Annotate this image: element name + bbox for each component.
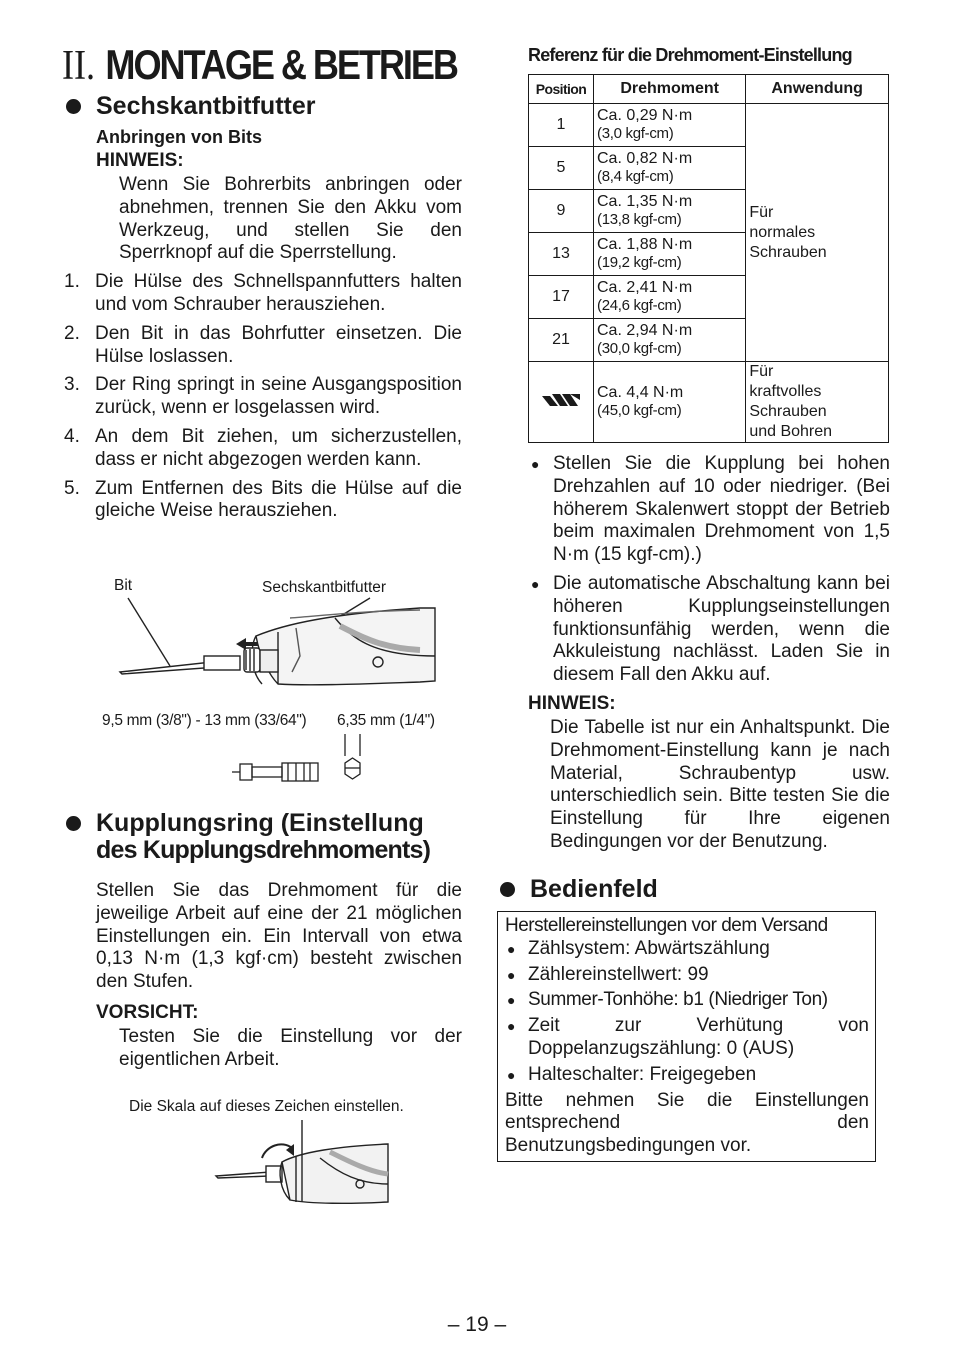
cell-torque: Ca. 0,29 N·m (3,0 kgf-cm) — [594, 104, 746, 147]
step-text: An dem Bit ziehen, um sicherzustellen, dass er nicht abgezogen werden kann. — [95, 425, 462, 470]
bullet-icon: ● — [531, 456, 540, 472]
cell-torque: Ca. 1,35 N·m (13,8 kgf-cm) — [594, 190, 746, 233]
cell-torque: Ca. 0,82 N·m (8,4 kgf-cm) — [594, 147, 746, 190]
cell-application-drill: Für kraftvolles Schrauben und Bohren — [746, 362, 889, 443]
list-item — [505, 964, 869, 987]
bullet-icon: ● — [507, 940, 516, 957]
list-item — [62, 374, 462, 420]
bullet-icon: ● — [507, 992, 516, 1009]
right-column — [528, 40, 890, 854]
cell-position: 1 — [529, 104, 594, 147]
col-torque-header: Drehmoment — [594, 75, 746, 104]
note-text: Wenn Sie Bohrerbits anbringen oder abnehmen, trennen Sie den Akku vom Werkzeug, und stellen Sie den Sperrknopf auf die Sperrstellung. — [119, 174, 462, 264]
steps-list — [62, 271, 462, 523]
bullet-icon: ● — [507, 1018, 516, 1035]
factory-settings-box — [497, 911, 876, 1162]
torque-table — [528, 74, 889, 443]
step-text: Zum Entfernen des Bits die Hülse auf die gleiche Weise herausziehen. — [95, 477, 462, 522]
page-number: – 19 – — [447, 1313, 507, 1336]
cell-torque: Ca. 2,41 N·m (24,6 kgf-cm) — [594, 276, 746, 319]
note-label: HINWEIS: — [528, 692, 616, 714]
dimension-hex-label: 6,35 mm (1/4") — [337, 712, 435, 729]
step-number: 4. — [64, 425, 80, 447]
table-row — [529, 104, 889, 147]
list-item — [528, 453, 890, 567]
caution-label: VORSICHT: — [96, 1001, 199, 1023]
fig-caption-dial: Die Skala auf dieses Zeichen einstellen. — [129, 1098, 404, 1115]
list-item — [528, 573, 890, 687]
table-row — [529, 362, 889, 443]
section-heading — [496, 876, 886, 903]
left-column — [62, 40, 462, 529]
list-item — [505, 1015, 869, 1061]
chapter-title — [62, 40, 457, 91]
cell-position: 21 — [529, 319, 594, 362]
section-clutch — [62, 810, 462, 1072]
setting-text: Summer-Tonhöhe: b1 (Niedriger Ton) — [528, 989, 828, 1011]
cell-torque: Ca. 4,4 N·m (45,0 kgf-cm) — [594, 362, 746, 443]
bullet-dot-icon — [500, 882, 515, 897]
step-text: Der Ring springt in seine Ausgangsposition zurück, wenn er losgelassen wird. — [95, 374, 462, 419]
clutch-notes-list — [528, 453, 890, 687]
step-number: 2. — [64, 322, 80, 344]
torque-table-title: Referenz für die Drehmoment-Einstellung — [528, 45, 852, 65]
setting-text: Halteschalter: Freigegeben — [528, 1063, 757, 1085]
setting-text: Zählereinstellwert: 99 — [528, 963, 709, 985]
note-label: HINWEIS: — [96, 150, 184, 171]
cell-position — [529, 362, 594, 443]
list-item — [62, 323, 462, 369]
box-title: Herstellereinstellungen vor dem Versand — [505, 915, 828, 936]
col-position-header: Position — [529, 75, 594, 104]
step-number: 5. — [64, 477, 80, 499]
step-text: Die Hülse des Schnellspannfutters halten und vom Schrauber herausziehen. — [95, 271, 462, 315]
section-heading-text: Bedienfeld — [530, 875, 658, 903]
box-footer: Bitte nehmen Sie die Einstellungen entsprechend den Benutzungsbedingungen vor. — [505, 1089, 869, 1157]
section-heading-text: Sechskantbitfutter — [96, 92, 316, 120]
list-item — [505, 1064, 869, 1087]
fig-label-chuck: Sechskantbitfutter — [262, 579, 387, 596]
col-application-header: Anwendung — [746, 75, 889, 104]
cell-position: 5 — [529, 147, 594, 190]
cell-position: 9 — [529, 190, 594, 233]
subheading: Anbringen von Bits — [96, 127, 262, 147]
cell-torque: Ca. 2,94 N·m (30,0 kgf-cm) — [594, 319, 746, 362]
list-item — [62, 271, 462, 317]
bit-insertion-illustration — [100, 596, 450, 696]
clutch-dial-illustration — [210, 1118, 395, 1208]
bullet-dot-icon — [66, 99, 81, 114]
drill-mode-icon — [540, 390, 582, 410]
cell-position: 17 — [529, 276, 594, 319]
bullet-dot-icon — [66, 816, 81, 831]
section-heading — [62, 93, 462, 120]
table-header-row — [529, 75, 889, 104]
section-panel — [496, 876, 886, 903]
note-text: Die automatische Abschaltung kann bei höheren Kupplungseinstellungen funktionsunfähig werden, wenn die Akkuleistung nachlässt. Laden Sie in diesem Fall den Akku auf. — [553, 572, 890, 686]
note-text: Stellen Sie die Kupplung bei hohen Drehzahlen auf 10 oder niedriger. (Bei höherem Skalenwert stoppt der Betrieb beim maximalen Drehmoment von 1,5 N·m (15 kgf-cm).) — [553, 453, 890, 566]
bit-dimension-diagram — [230, 730, 370, 786]
cell-application-normal: Für normales Schrauben — [746, 104, 889, 362]
bullet-icon: ● — [531, 575, 540, 592]
bullet-icon: ● — [507, 1066, 516, 1083]
bullet-icon: ● — [507, 966, 516, 983]
list-item — [62, 426, 462, 472]
section-heading-text: Kupplungsring (Einstellung des Kupplungsdrehmoments) — [96, 809, 431, 864]
step-number: 1. — [64, 271, 80, 293]
clutch-text: Stellen Sie das Drehmoment für die jeweilige Arbeit auf eine der 21 möglichen Einstellungen ein. Ein Intervall von etwa 0,13 N·m (1,3 kgf·cm) besteht zwischen den Stufen. — [96, 880, 462, 993]
cell-torque: Ca. 1,88 N·m (19,2 kgf-cm) — [594, 233, 746, 276]
step-text: Den Bit in das Bohrfutter einsetzen. Die Hülse loslassen. — [95, 322, 462, 367]
dimension-length-label: 9,5 mm (3/8") - 13 mm (33/64") — [102, 712, 307, 729]
list-item — [62, 478, 462, 524]
setting-text: Zeit zur Verhütung von Doppelanzugszählung: 0 (AUS) — [528, 1015, 869, 1059]
list-item — [505, 938, 869, 961]
chapter-title-text: MONTAGE & BETRIEB — [105, 41, 457, 88]
section-heading — [62, 810, 462, 864]
chapter-roman: II. — [62, 43, 96, 89]
note-text: Die Tabelle ist nur ein Anhaltspunkt. Die Drehmoment-Einstellung kann je nach Material, Schraubentyp usw. unterschiedlich sein. Bitte testen Sie die Einstellung für Ihre eigenen Bedingungen vor der Benutzung. — [550, 716, 890, 852]
section-hex-chuck — [62, 93, 462, 523]
step-number: 3. — [64, 374, 80, 396]
caution-text: Testen Sie die Einstellung vor der eigentlichen Arbeit. — [119, 1025, 462, 1070]
factory-settings-list — [505, 938, 869, 1087]
setting-text: Zählsystem: Abwärtszählung — [528, 937, 770, 959]
list-item — [505, 989, 869, 1012]
cell-position: 13 — [529, 233, 594, 276]
fig-label-bit: Bit — [114, 577, 133, 594]
